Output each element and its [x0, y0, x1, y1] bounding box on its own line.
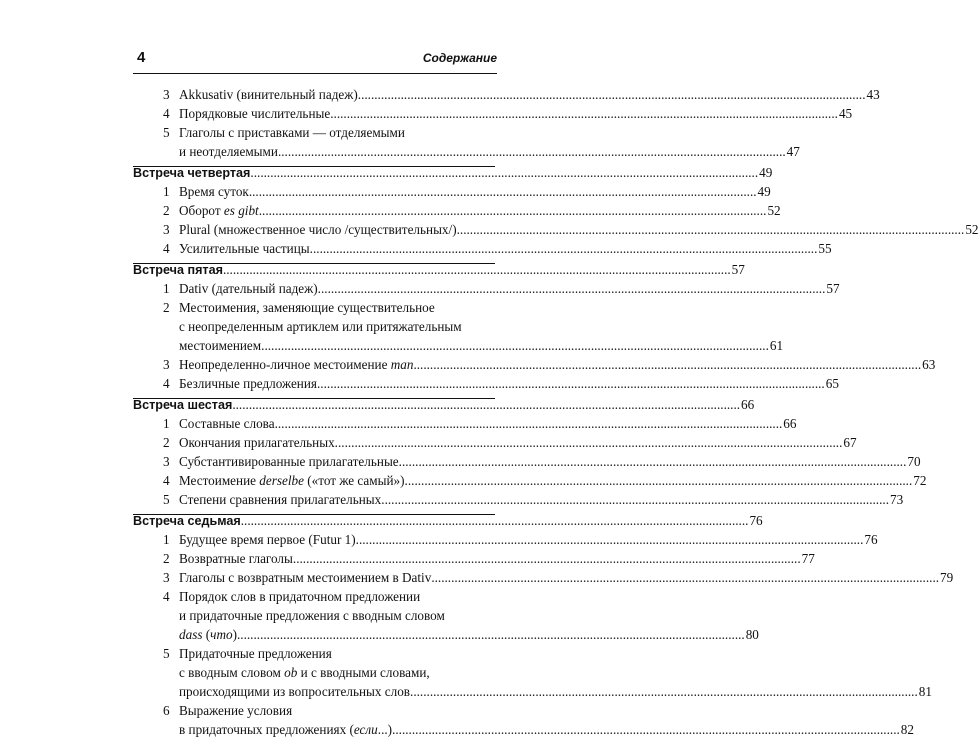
toc-entry-title: Окончания прилагательных — [179, 435, 335, 450]
toc-entry-number: 3 — [163, 222, 170, 237]
toc-leader-dots: .......................................................................................................................................................... — [222, 262, 731, 277]
toc-entry-number: 2 — [163, 435, 170, 450]
toc-entry — [133, 490, 904, 510]
toc-leader-dots: .......................................................................................................................................................... — [250, 165, 759, 180]
toc-leader-dots: .......................................................................................................................................................... — [398, 454, 907, 469]
toc-entry — [133, 530, 878, 550]
toc-page-number: 76 — [864, 532, 878, 547]
toc-entry-number: 3 — [163, 357, 170, 372]
toc-entry-title: Порядок слов в придаточном предложении — [179, 589, 421, 604]
toc-entry-title: Plural (множественное число /существительных/) — [179, 222, 457, 237]
toc-entry-title: Придаточные предложения — [179, 646, 332, 661]
toc-entry-number: 6 — [163, 703, 170, 718]
toc-entry-number: 5 — [163, 125, 170, 140]
section-title: Содержание — [422, 51, 497, 65]
toc-entry-title: Порядковые числительные — [179, 106, 331, 121]
toc-page-number: 47 — [786, 144, 800, 159]
toc-entry-title: dass (что) — [179, 627, 237, 642]
toc-page-number: 66 — [783, 416, 797, 431]
toc-entry-number: 2 — [163, 300, 170, 315]
toc-leader-dots: .......................................................................................................................................................... — [232, 397, 741, 412]
toc-page-number: 49 — [757, 184, 771, 199]
chapter-separator — [133, 166, 495, 167]
toc-entry-number: 2 — [163, 203, 170, 218]
toc-leader-dots: .......................................................................................................................................................... — [431, 570, 940, 585]
toc-entry-title: Dativ (дательный падеж) — [179, 281, 318, 296]
toc-page-number: 72 — [913, 473, 927, 488]
toc-entry-number: 4 — [163, 589, 170, 604]
toc-entry — [133, 606, 495, 626]
toc-entry-title: в придаточных предложениях (если...) — [179, 722, 393, 737]
toc-entry — [133, 414, 797, 434]
toc-entry — [133, 568, 954, 588]
toc-entry-title: Время суток — [179, 184, 249, 199]
toc-page-number: 82 — [900, 722, 914, 737]
toc-leader-dots: .......................................................................................................................................................... — [355, 532, 864, 547]
toc-entry — [133, 298, 495, 318]
toc-entry-number: 4 — [163, 106, 170, 121]
toc-entry — [133, 452, 921, 472]
toc-entry-title: Выражение условия — [179, 703, 293, 718]
toc-leader-dots: .......................................................................................................................................................... — [248, 184, 757, 199]
toc-entry — [133, 549, 815, 569]
toc-entry — [133, 374, 839, 394]
toc-entry — [133, 625, 759, 645]
toc-entry-title: Степени сравнения прилагательных — [179, 492, 382, 507]
toc-entry-number: 1 — [163, 416, 170, 431]
toc-leader-dots: .......................................................................................................................................................... — [392, 722, 900, 737]
toc-page-number: 52 — [965, 222, 979, 237]
toc-entry-title: Неопределенно-личное местоимение man — [179, 357, 414, 372]
toc-page-number: 63 — [922, 357, 936, 372]
toc-page-number: 45 — [838, 106, 853, 121]
toc-entry — [133, 471, 927, 491]
toc-entry-number: 5 — [163, 492, 170, 507]
toc-entry-title: и придаточные предложения с вводным словом — [179, 608, 445, 623]
toc-leader-dots: .......................................................................................................................................................... — [317, 376, 825, 391]
toc-page-number: 70 — [907, 454, 921, 469]
toc-leader-dots: .......................................................................................................................................................... — [277, 144, 786, 159]
toc-leader-dots: .......................................................................................................................................................... — [413, 357, 922, 372]
toc-leader-dots: .......................................................................................................................................................... — [456, 222, 965, 237]
toc-entry — [133, 123, 495, 143]
toc-leader-dots: .......................................................................................................................................................... — [258, 203, 767, 218]
chapter-separator — [133, 398, 495, 399]
chapter-separator — [133, 263, 495, 264]
toc-leader-dots: .......................................................................................................................................................... — [309, 241, 818, 256]
toc-leader-dots: .......................................................................................................................................................... — [240, 513, 749, 528]
toc-entry-number: 4 — [163, 241, 170, 256]
toc-leader-dots: .......................................................................................................................................................... — [261, 338, 769, 353]
toc-entry-title: Субстантивированные прилагательные — [179, 454, 399, 469]
toc-page-number: 80 — [745, 627, 759, 642]
toc-entry — [133, 201, 781, 221]
toc-page-number: 43 — [866, 87, 880, 102]
toc-leader-dots: .......................................................................................................................................................... — [404, 473, 913, 488]
toc-leader-dots: .......................................................................................................................................................... — [236, 627, 745, 642]
toc-entry — [133, 336, 784, 356]
toc-page-number: 65 — [825, 376, 839, 391]
toc-entry-number: 4 — [163, 376, 170, 391]
toc-page-number: 61 — [769, 338, 784, 353]
toc-entry — [133, 701, 495, 721]
toc-entry-title: Составные слова — [179, 416, 275, 431]
toc-entry — [133, 104, 853, 124]
toc-entry-title: Встреча шестая — [133, 398, 233, 412]
toc-leader-dots: .......................................................................................................................................................... — [317, 281, 826, 296]
toc-entry-title: Встреча четвертая — [133, 166, 251, 180]
toc-page-number: 67 — [843, 435, 857, 450]
toc-entry — [133, 85, 880, 105]
toc-entry-title: с вводным словом ob и с вводными словами, — [179, 665, 430, 680]
toc-entry-title: Akkusativ (винительный падеж) — [179, 87, 358, 102]
toc-entry-number: 5 — [163, 646, 170, 661]
toc-entry-title: происходящими из вопросительных слов — [179, 684, 411, 699]
toc-page-number: 55 — [818, 241, 832, 256]
toc-leader-dots: .......................................................................................................................................................... — [330, 106, 838, 121]
toc-leader-dots: .......................................................................................................................................................... — [410, 684, 918, 699]
toc-page-number: 73 — [889, 492, 904, 507]
toc-page-number: 52 — [767, 203, 781, 218]
toc-entry-title: Оборот es gibt — [179, 203, 259, 218]
toc-entry-number: 1 — [163, 281, 170, 296]
toc-entry — [133, 587, 495, 607]
toc-entry-number: 4 — [163, 473, 170, 488]
toc-page-number: 77 — [801, 551, 815, 566]
page-number: 4 — [137, 49, 146, 66]
chapter-separator — [133, 514, 495, 515]
toc-page-number: 66 — [741, 397, 755, 412]
toc-page-number: 76 — [749, 513, 763, 528]
toc-entry-number: 1 — [163, 532, 170, 547]
toc-page-number: 79 — [940, 570, 954, 585]
toc-entry — [133, 433, 857, 453]
toc-entry-title: Безличные предложения — [179, 376, 317, 391]
toc-entry-number: 3 — [163, 454, 170, 469]
toc-entry — [133, 644, 495, 664]
toc-entry — [133, 720, 914, 740]
toc-entry — [133, 182, 771, 202]
toc-entry-title: Местоимение derselbe («тот же самый») — [179, 473, 405, 488]
toc-entry-number: 3 — [163, 87, 170, 102]
toc-entry — [133, 279, 840, 299]
toc-entry — [133, 663, 495, 683]
toc-entry-title: Возвратные глаголы — [179, 551, 293, 566]
toc-entry-number: 1 — [163, 184, 170, 199]
toc-entry — [133, 239, 832, 259]
toc-entry-title: Глаголы с приставками — отделяемыми — [179, 125, 405, 140]
toc-entry-title: с неопределенным артиклем или притяжательным — [179, 319, 462, 334]
toc-entry — [133, 355, 936, 375]
toc-page-number: 57 — [731, 262, 745, 277]
toc-entry — [133, 317, 495, 337]
toc-entry — [133, 682, 932, 702]
toc-leader-dots: .......................................................................................................................................................... — [357, 87, 866, 102]
toc-page-number: 49 — [759, 165, 773, 180]
toc-entry-title: Глаголы с возвратным местоимением в Dativ — [179, 570, 432, 585]
toc-page-number: 57 — [826, 281, 840, 296]
toc-entry — [133, 220, 979, 240]
toc-entry-number: 2 — [163, 551, 170, 566]
toc-entry-title: Местоимения, заменяющие существительное — [179, 300, 435, 315]
toc-entry-number: 3 — [163, 570, 170, 585]
toc-entry-title: Встреча пятая — [133, 263, 223, 277]
toc-leader-dots: .......................................................................................................................................................... — [381, 492, 889, 507]
toc-leader-dots: .......................................................................................................................................................... — [274, 416, 783, 431]
toc-leader-dots: .......................................................................................................................................................... — [334, 435, 843, 450]
toc-entry-title: Усилительные частицы — [179, 241, 310, 256]
toc-entry-title: местоимением — [179, 338, 262, 353]
toc-entry-title: и неотделяемыми — [179, 144, 278, 159]
toc-entry — [133, 142, 800, 162]
toc-page-number: 81 — [918, 684, 932, 699]
toc-entry-title: Встреча седьмая — [133, 514, 241, 528]
toc-entry-title: Будущее время первое (Futur 1) — [179, 532, 356, 547]
toc-leader-dots: .......................................................................................................................................................... — [292, 551, 801, 566]
